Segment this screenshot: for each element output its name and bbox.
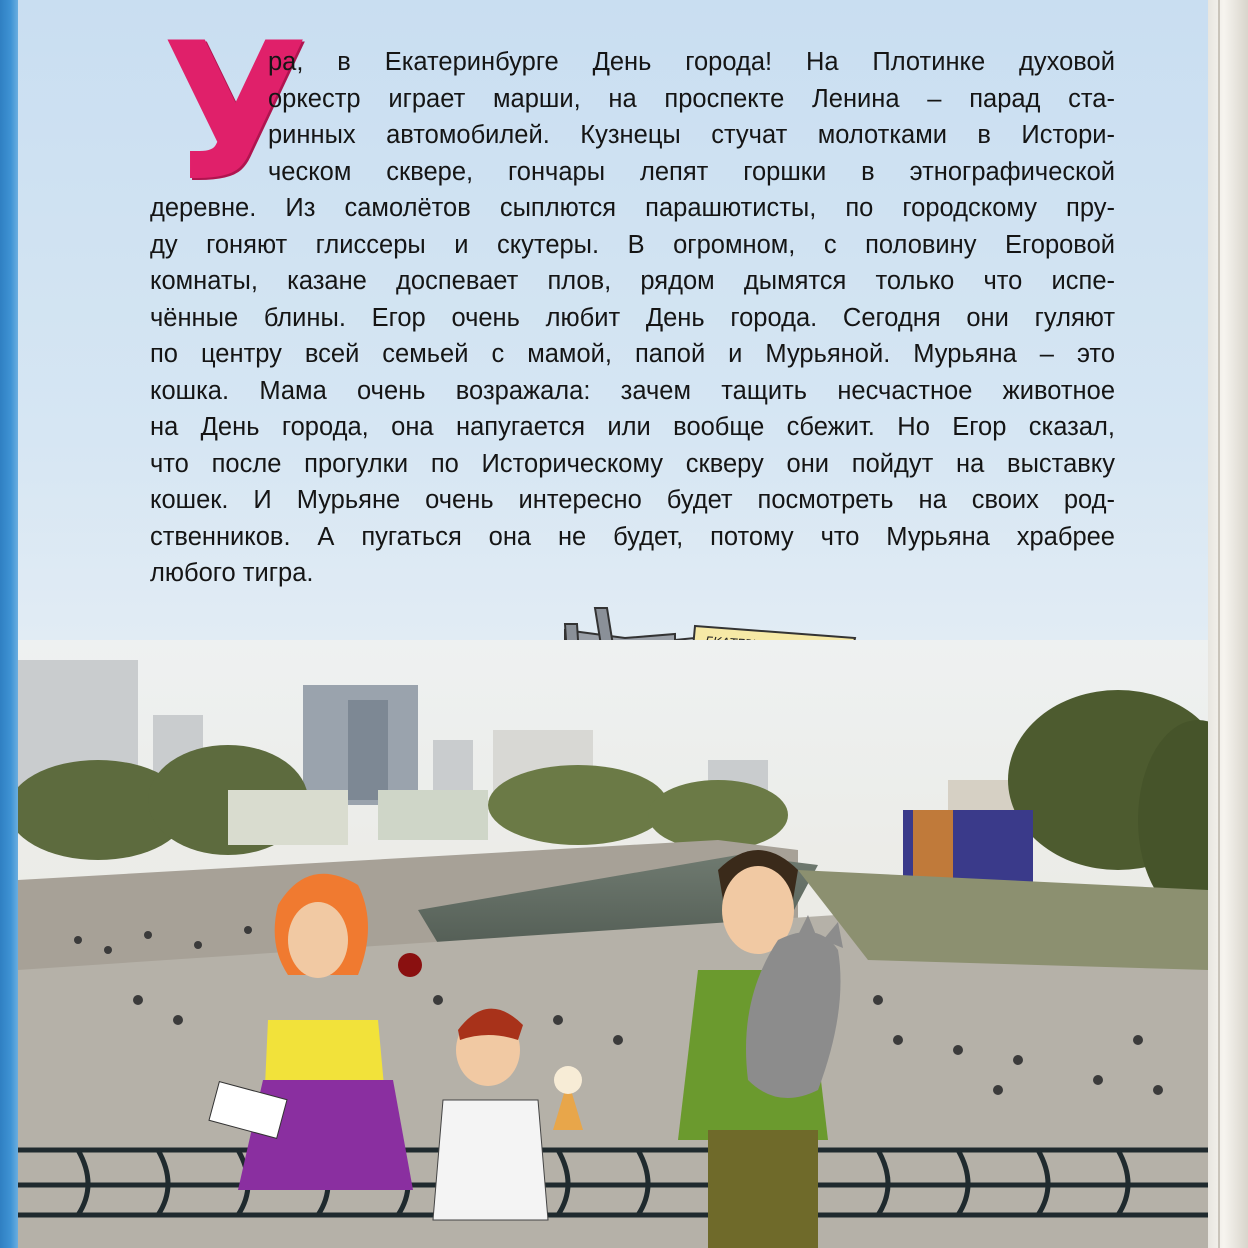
story-line: на День города, она напугается или вообще сбежит. Но Егор сказал, (150, 413, 1115, 441)
drop-cap-letter: У (162, 2, 309, 223)
story-line: ственников. А пугаться она не будет, потому что Мурьяна храбрее (150, 522, 1115, 551)
story-line: комнаты, казане доспевает плов, рядом дымятся только что испе- (150, 267, 1115, 295)
building (228, 790, 348, 845)
story-line: кошка. Мама очень возражала: зачем тащить несчастное животное (150, 376, 1115, 405)
story-line: чённые блины. Егор очень любит День города. Сегодня они гуляют (150, 303, 1115, 332)
page-edge (1208, 0, 1248, 1248)
city-scene-illustration (18, 640, 1208, 1248)
story-line: любого тигра. (150, 559, 314, 587)
story-line: по центру всей семьей с мамой, папой и Мурьяной. Мурьяна – это (150, 340, 1115, 368)
ghost-lettering: ​ (467, 350, 493, 524)
story-line: что после прогулки по Историческому скверу они пойдут на выставку (150, 449, 1115, 478)
story-line: деревне. Из самолётов сыплются парашютисты, по городскому пру- (150, 194, 1115, 222)
story-line: оркестр играет марши, на проспекте Ленина – парад ста- (268, 84, 1115, 113)
building (378, 790, 488, 840)
story-line: ринных автомобилей. Кузнецы стучат молотками в Истори- (268, 121, 1115, 149)
story-line: кошек. И Мурьяне очень интересно будет посмотреть на своих род- (150, 486, 1115, 514)
story-line: ду гоняют глиссеры и скутеры. В огромном, с половину Егоровой (150, 230, 1115, 259)
story-line: ческом сквере, гончары лепят горшки в этнографической (268, 157, 1115, 186)
story-text (150, 44, 1115, 592)
story-line: ра, в Екатеринбурге День города! На Плотинке духовой (268, 48, 1115, 76)
page-binding-strip (0, 0, 18, 1248)
